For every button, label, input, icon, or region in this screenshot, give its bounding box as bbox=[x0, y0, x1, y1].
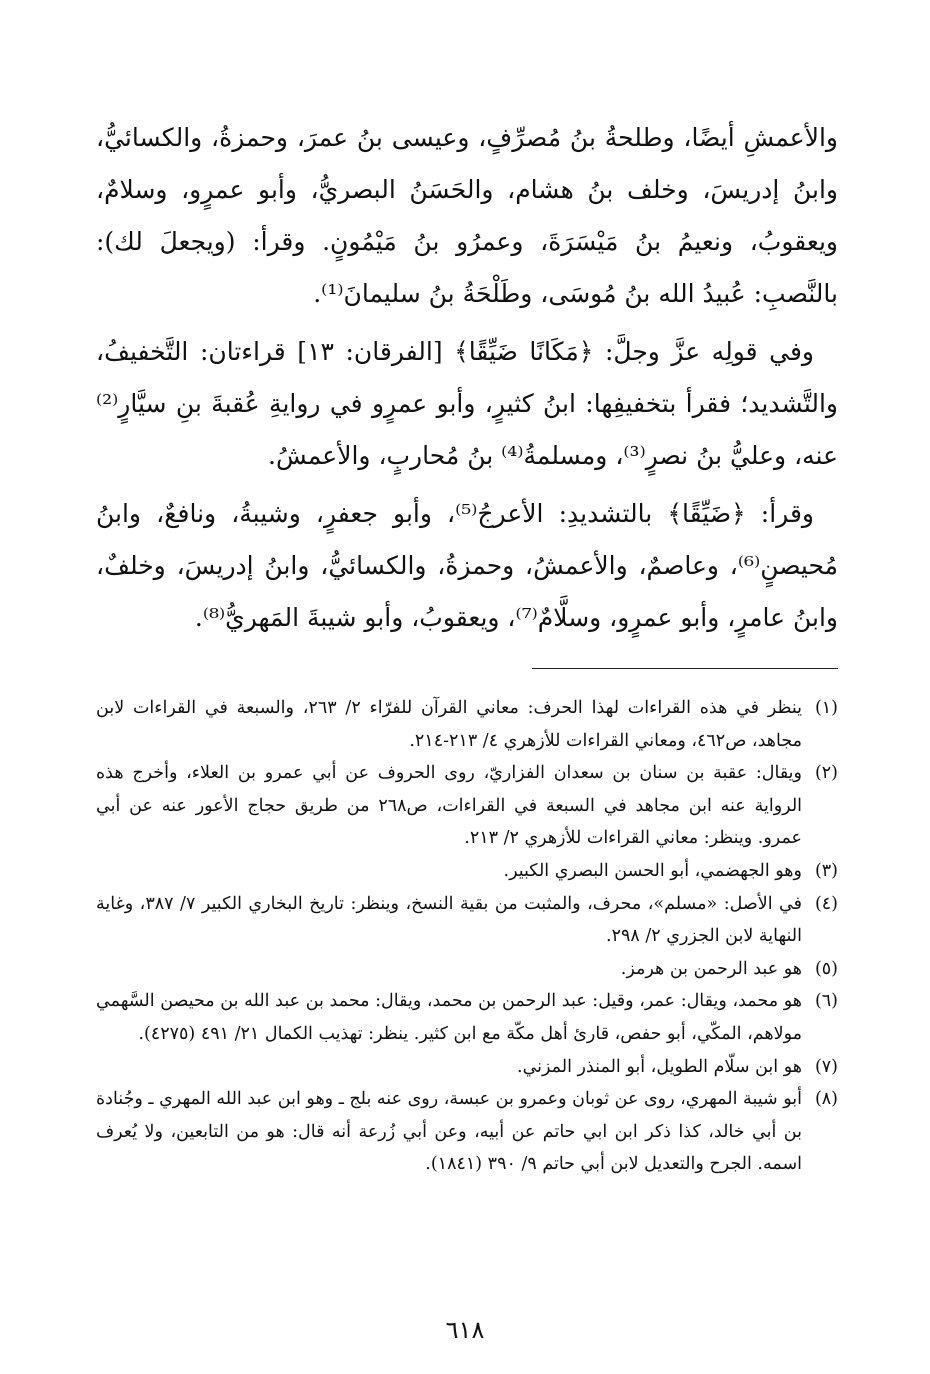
footnote-number: (٢) bbox=[814, 763, 838, 784]
main-paragraph-1: والأعمشِ أيضًا، وطلحةُ بنُ مُصرِّفٍ، وعيسى بنُ عمرَ، وحمزةُ، والكسائيُّ، وابنُ إدريسَ، وخلف بنُ هشام، والحَسَنُ البصريُّ، وأبو عمرٍو، وسلامٌ، ويعقوبُ، ونعيمُ بنُ مَيْسَرَةَ، وعمرُو بنُ مَيْمُونٍ. وقرأ: (ويجعلَ لك): بالنَّصبِ: عُبيدُ الله بنُ مُوسَى، وطَلْحَةُ بنُ سليمانَ⁽¹⁾. bbox=[96, 123, 838, 308]
footnote-7 bbox=[96, 1051, 838, 1084]
footnote-3 bbox=[96, 855, 838, 888]
footnote-8 bbox=[96, 1083, 838, 1181]
footnote-number: (٦) bbox=[814, 991, 838, 1012]
footnote-divider bbox=[532, 668, 838, 669]
footnote-5 bbox=[96, 953, 838, 986]
footnote-6 bbox=[96, 985, 838, 1050]
footnote-number: (٨) bbox=[814, 1089, 838, 1110]
footnote-text: ينظر في هذه القراءات لهذا الحرف: معاني القرآن للفرّاء ٢/ ٢٦٣، والسبعة في القراءات لابن مجاهد، ص٤٦٢، ومعاني القراءات للأزهري ٤/ ٢١٣-٢١٤. bbox=[96, 698, 802, 751]
footnote-text: ويقال: عقبة بن سنان بن سعدان الفزاريّ، روى الحروف عن أبي عمرو بن العلاء، وأخرج هذه الرواية عنه ابن مجاهد في السبعة في القراءات، ص٢٦٨ من طريق حجاج الأعور عنه عن أبي عمرو. وينظر: معاني القراءات للأزهري ٢/ ٢١٣. bbox=[96, 763, 803, 849]
footnote-text: وهو الجهضمي، أبو الحسن البصري الكبير. bbox=[503, 860, 802, 881]
main-text bbox=[96, 112, 838, 650]
page-number: ٦١٨ bbox=[445, 1316, 485, 1344]
footnote-number: (٣) bbox=[814, 860, 838, 881]
footnote-text: هو محمد، ويقال: عمر، وقيل: عبد الرحمن بن محمد، ويقال: محمد بن عبد الله بن محيصن السَّهمي مولاهم، المكّي، أبو حفص، قارئ أهل مكّة مع ابن كثير. ينظر: تهذيب الكمال ٢١/ ٤٩١ (٤٢٧٥). bbox=[96, 991, 802, 1044]
main-paragraph-2: وفي قولِه عزَّ وجلَّ: ﴿مَكَانًا ضَيِّقًا﴾ [الفرقان: ١٣] قراءتان: التَّخفيفُ، والتَّشديد؛ فقرأ بتخفيفِها: ابنُ كثيرٍ، وأبو عمرٍو في روايةِ عُقبةَ بنِ سيَّارٍ⁽²⁾ عنه، وعليُّ بنُ نصرٍ⁽³⁾، ومسلمةُ⁽⁴⁾ بنُ مُحاربٍ، والأعمشُ. bbox=[96, 337, 838, 470]
footnotes bbox=[96, 692, 838, 1181]
footnote-text: هو ابن سلّام الطويل، أبو المنذر المزني. bbox=[517, 1056, 802, 1077]
footnote-number: (١) bbox=[814, 698, 838, 718]
footnote-number: (٧) bbox=[814, 1056, 838, 1077]
footnote-text: هو عبد الرحمن بن هرمز. bbox=[620, 958, 802, 979]
footnote-4 bbox=[96, 888, 838, 953]
footnote-number: (٤) bbox=[814, 893, 838, 914]
footnote-text: أبو شيبة المهري، روى عن ثوبان وعمرو بن عبسة، روى عنه بلج ـ وهو ابن عبد الله المهري ـ وجُنادة بن أبي خالد، كذا ذكر ابن ابي حاتم عن أبيه، وعن أبي زُرعة أنه قال: هو من التابعين، ولا يُعرف اسمه. الجرح والتعديل لابن أبي حاتم ٩/ ٣٩٠ (١٨٤١). bbox=[96, 1089, 802, 1175]
footnote-number: (٥) bbox=[814, 958, 838, 979]
footnote-text: في الأصل: «مسلم»، محرف، والمثبت من بقية النسخ، وينظر: تاريخ البخاري الكبير ٧/ ٣٨٧، وغاية النهاية لابن الجزري ٢/ ٢٩٨. bbox=[96, 893, 803, 947]
footnote-2 bbox=[96, 757, 838, 855]
footnote-1 bbox=[96, 692, 838, 757]
main-paragraph-3: وقرأ: ﴿ضَيِّقًا﴾ بالتشديدِ: الأعرجُ⁽⁵⁾، وأبو جعفرٍ، وشيبةُ، ونافعٌ، وابنُ مُحيصنٍ⁽⁶⁾، وعاصمٌ، والأعمشُ، وحمزةُ، والكسائيُّ، وابنُ إدريسَ، وخلفٌ، وابنُ عامرٍ، وأبو عمرٍو، وسلَّامٌ⁽⁷⁾، ويعقوبُ، وأبو شيبةَ المَهريُّ⁽⁸⁾. bbox=[96, 499, 838, 632]
